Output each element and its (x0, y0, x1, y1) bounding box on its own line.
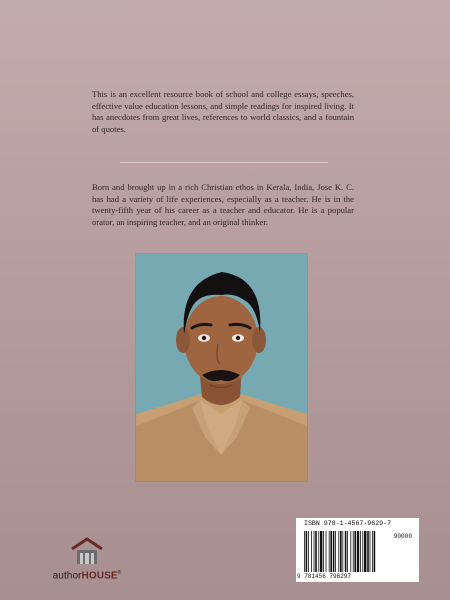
barcode-number: 9 781456 796297 (297, 573, 352, 580)
publisher-name-suffix: HOUSE (81, 570, 118, 582)
publisher-name (50, 570, 124, 581)
isbn-label: ISBN 978-1-4567-9629-7 (304, 520, 392, 527)
publisher-house-logo-icon (69, 537, 105, 567)
price-code: 90000 (393, 533, 412, 540)
registered-mark: ® (117, 570, 122, 576)
author-bio: Born and brought up in a rich Christian ethos in Kerala, India, Jose K. C. has had a variety of life experiences, especially as a teacher. He is in the twenty-fifth year of his career as a teacher and educator. He is a popular orator, an inspiring teacher, and an original thinker. (92, 182, 354, 228)
publisher-logo (50, 537, 124, 587)
isbn-barcode-image (303, 531, 415, 573)
publisher-name-prefix: author (52, 570, 82, 582)
book-summary: This is an excellent resource book of school and college essays, speeches, effective value education lessons, and simple readings for inspired living. It has anecdotes from great lives, references to world classics, and a fountain of quotes. (92, 89, 354, 135)
author-photo (136, 254, 307, 481)
isbn-barcode-box (296, 518, 419, 582)
author-portrait-image (136, 254, 307, 481)
section-divider (120, 162, 328, 163)
